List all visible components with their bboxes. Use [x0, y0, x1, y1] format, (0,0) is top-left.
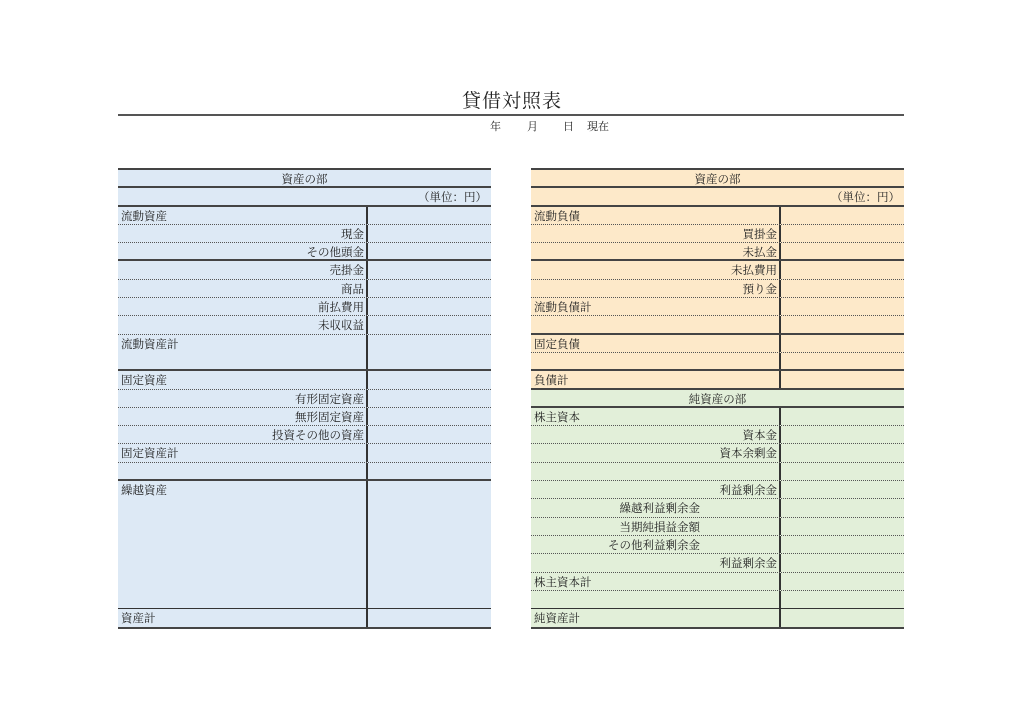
table-row [531, 518, 904, 536]
amount-cell[interactable] [367, 481, 491, 608]
row-label: 固定資産計 [121, 446, 179, 461]
table-row [118, 243, 491, 261]
row-label: 売掛金 [329, 263, 364, 278]
row-label: その他頭金 [306, 245, 364, 260]
amount-cell[interactable] [780, 207, 904, 224]
row-label: 繰越資産 [121, 483, 167, 498]
amount-cell[interactable] [780, 536, 904, 553]
amount-cell[interactable] [780, 225, 904, 242]
amount-cell[interactable] [367, 390, 491, 407]
row-label [118, 463, 367, 479]
amount-cell[interactable] [780, 463, 904, 480]
row-label: 未払金 [742, 245, 777, 260]
amount-cell[interactable] [780, 554, 904, 571]
date-suffix-label: 現在 [587, 120, 609, 133]
row-label: 利益剰余金 [719, 483, 777, 498]
amount-cell[interactable] [780, 280, 904, 297]
row-label: 繰越利益剰余金 [619, 501, 700, 516]
table-row [118, 316, 491, 334]
row-label: 資本金 [742, 428, 777, 443]
amount-cell[interactable] [367, 408, 491, 425]
table-row [531, 335, 904, 353]
table-row [118, 390, 491, 408]
table-row [118, 481, 491, 609]
amount-cell[interactable] [367, 609, 491, 627]
row-label: 流動負債計 [534, 300, 592, 315]
row-label: 流動負債 [534, 208, 580, 223]
row-label: 未払費用 [731, 263, 777, 278]
net-assets-section-header [531, 390, 904, 408]
table-row [118, 371, 491, 389]
table-row-total [118, 609, 491, 627]
row-label: 利益剰余金 [719, 556, 777, 571]
table-row [118, 280, 491, 298]
table-row [118, 207, 491, 225]
table-row [531, 444, 904, 462]
row-label: 純資産計 [534, 611, 580, 626]
table-row [118, 408, 491, 426]
amount-cell[interactable] [780, 499, 904, 516]
table-row [118, 463, 491, 481]
row-label: 有形固定資産 [295, 391, 364, 406]
table-row [118, 426, 491, 444]
amount-cell[interactable] [780, 316, 904, 332]
row-label: 資産計 [121, 611, 156, 626]
table-row [531, 591, 904, 609]
amount-cell[interactable] [780, 518, 904, 535]
table-row [531, 499, 904, 517]
amount-cell[interactable] [367, 444, 491, 461]
amount-cell[interactable] [780, 353, 904, 369]
table-row [118, 261, 491, 279]
row-label: 投資その他の資産 [272, 428, 364, 443]
row-label: 商品 [341, 281, 364, 296]
row-label: その他利益剰余金 [608, 537, 700, 552]
amount-cell[interactable] [367, 280, 491, 297]
table-row [531, 554, 904, 572]
unit-label: （単位：円） [418, 190, 487, 205]
table-row [118, 225, 491, 243]
assets-section-title: 資産の部 [281, 172, 328, 186]
row-label [531, 591, 780, 608]
row-label: 現金 [341, 226, 364, 241]
table-row [531, 261, 904, 279]
row-label: 株主資本 [534, 409, 580, 424]
liabilities-section-title: 資産の部 [694, 172, 741, 186]
amount-cell[interactable] [780, 408, 904, 425]
title-underline [118, 114, 904, 116]
table-row-total [531, 609, 904, 627]
row-label: 未収収益 [318, 318, 364, 333]
row-label: 株主資本計 [534, 574, 592, 589]
amount-cell[interactable] [367, 371, 491, 388]
table-row [531, 481, 904, 499]
table-row [118, 335, 491, 372]
amount-cell[interactable] [367, 298, 491, 315]
table-row [531, 426, 904, 444]
amount-cell[interactable] [780, 573, 904, 590]
amount-cell[interactable] [780, 243, 904, 259]
table-row [531, 316, 904, 334]
row-label: 流動資産 [121, 208, 167, 223]
date-day-label: 日 [563, 120, 574, 133]
amount-cell[interactable] [780, 426, 904, 443]
liabilities-section-header [531, 170, 904, 188]
amount-cell[interactable] [367, 225, 491, 242]
liabilities-net-assets-table [531, 168, 904, 629]
table-row [531, 353, 904, 371]
amount-cell[interactable] [780, 609, 904, 627]
table-row [531, 573, 904, 591]
row-label: 預り金 [742, 281, 777, 296]
row-label [531, 353, 780, 369]
row-label: 資本余剰金 [719, 446, 777, 461]
table-row [531, 408, 904, 426]
date-month-label: 月 [527, 120, 538, 133]
amount-cell[interactable] [780, 481, 904, 498]
amount-cell[interactable] [367, 261, 491, 278]
table-row [531, 280, 904, 298]
table-row [531, 207, 904, 225]
amount-cell[interactable] [367, 243, 491, 259]
table-row [531, 243, 904, 261]
row-label: 負債計 [534, 373, 569, 388]
row-label [531, 463, 780, 480]
row-label: 買掛金 [742, 226, 777, 241]
amount-cell[interactable] [367, 335, 491, 370]
amount-cell[interactable] [780, 444, 904, 461]
row-label: 当期純損益金額 [619, 519, 700, 534]
table-row [531, 536, 904, 554]
table-row [531, 371, 904, 389]
date-year-label: 年 [490, 120, 501, 133]
table-row [531, 225, 904, 243]
amount-cell[interactable] [367, 316, 491, 333]
amount-cell[interactable] [780, 335, 904, 352]
unit-row [118, 188, 491, 206]
row-label [531, 316, 780, 332]
document-title: 貸借対照表 [461, 90, 562, 112]
table-row [118, 298, 491, 316]
table-row [531, 463, 904, 481]
net-assets-section-title: 純資産の部 [688, 391, 747, 406]
row-label: 固定負債 [534, 336, 580, 351]
amount-cell[interactable] [367, 207, 491, 224]
amount-cell[interactable] [780, 591, 904, 608]
unit-row [531, 188, 904, 206]
amount-cell[interactable] [780, 261, 904, 278]
row-label: 無形固定資産 [295, 409, 364, 424]
amount-cell[interactable] [367, 426, 491, 443]
assets-table [118, 168, 491, 629]
amount-cell[interactable] [367, 463, 491, 479]
table-row [531, 298, 904, 316]
assets-section-header [118, 170, 491, 188]
table-row [118, 444, 491, 462]
row-label: 前払費用 [318, 300, 364, 315]
row-label: 流動資産計 [121, 336, 179, 351]
amount-cell[interactable] [780, 298, 904, 315]
amount-cell[interactable] [780, 371, 904, 387]
unit-label: （単位：円） [831, 190, 900, 205]
row-label: 固定資産 [121, 373, 167, 388]
